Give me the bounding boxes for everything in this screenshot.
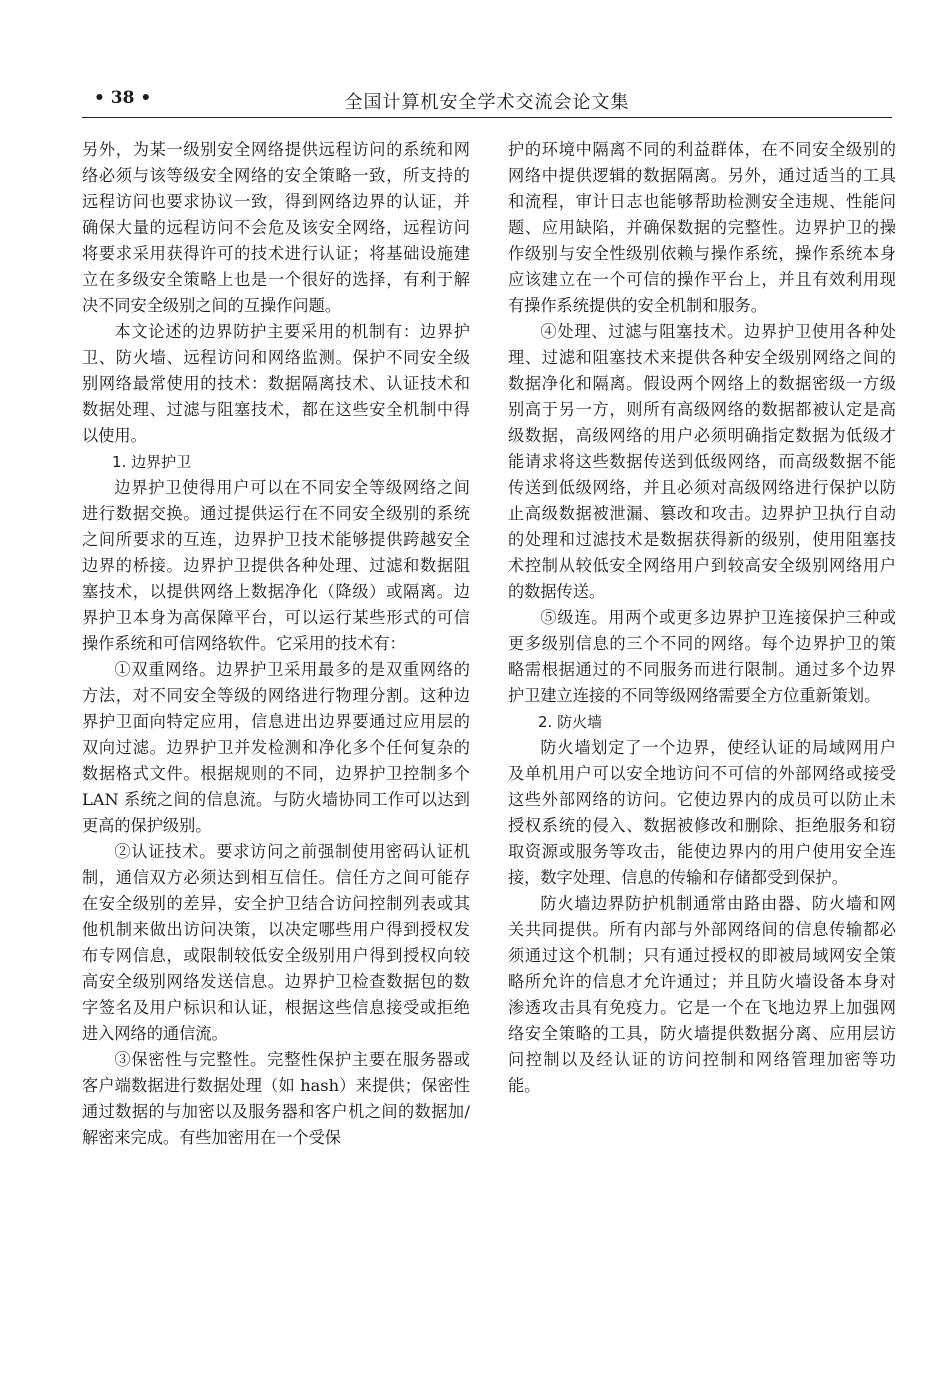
header-rule <box>82 117 892 118</box>
paragraph: ②认证技术。要求访问之前强制使用密码认证机制，通信双方必须达到相互信任。信任方之间可能存在安全级别的差异，安全护卫结合访问控制列表或其他机制来做出访问决策，以决定哪些用户得到授权发布专网信息，或限制较低安全级别用户得到授权向较高安全级别网络发送信息。边界护卫检查数据包的数字签名及用户标识和认证，根据这些信息接受或拒绝进入网络的通信流。 <box>82 842 470 1043</box>
paragraph: 边界护卫使得用户可以在不同安全等级网络之间进行数据交换。通过提供运行在不同安全级别的系统之间所要求的互连，边界护卫技术能够提供跨越安全边界的桥接。边界护卫提供各种处理、过滤和数据阻塞技术，以提供网络上数据净化（降级）或隔离。边界护卫本身为高保障平台，可以运行某些形式的可信操作系统和可信网络软件。它采用的技术有： <box>82 478 470 653</box>
paragraph: 防火墙边界防护机制通常由路由器、防火墙和网关共同提供。所有内部与外部网络间的信息传输都必须通过这个机制；只有通过授权的即被局域网安全策略所允许的信息才允许通过；并且防火墙设备本身对渗透攻击具有免疫力。它是一个在飞地边界上加强网络安全策略的工具，防火墙提供数据分离、应用层访问控制以及经认证的访问控制和网络管理加密等功能。 <box>508 894 896 1095</box>
paragraph: ④处理、过滤与阻塞技术。边界护卫使用各种处理、过滤和阻塞技术来提供各种安全级别网络之间的数据净化和隔离。假设两个网络上的数据密级一方级别高于另一方，则所有高级网络的数据都被认定是高级数据，高级网络的用户必须明确指定数据为低级才能请求将这些数据传送到低级网络，而高级数据不能传送到低级网络，并且必须对高级网络进行保护以防止高级数据被泄漏、篡改和攻击。边界护卫执行自动的处理和过滤技术是数据获得新的级别，使用阻塞技术控制从较低安全网络用户到较高安全级别网络用户的数据传送。 <box>508 322 896 601</box>
paragraph: ③保密性与完整性。完整性保护主要在服务器或客户端数据进行数据处理（如 hash）来提供；保密性通过数据的与加密以及服务器和客户机之间的数据加/解密来完成。有些加密用在一个受保 <box>82 1050 470 1147</box>
page-number: • 38 • <box>94 88 152 108</box>
paragraph: 防火墙划定了一个边界，使经认证的局域网用户及单机用户可以安全地访问不可信的外部网络或接受这些外部网络的访问。它使边界内的成员可以防止未授权系统的侵入、数据被修改和删除、拒绝服务和窃取资源或服务等攻击，能使边界内的用户使用安全连接，数字处理、信息的传输和存储都受到保护。 <box>508 738 896 887</box>
left-column <box>82 137 470 1151</box>
section-heading: 2. 防火墙 <box>538 713 603 731</box>
paragraph: ①双重网络。边界护卫采用最多的是双重网络的方法，对不同安全等级的网络进行物理分割。这种边界护卫面向特定应用，信息进出边界要通过应用层的双向过滤。边界护卫并发检测和净化多个任何复杂的数据格式文件。根据规则的不同，边界护卫控制多个 LAN 系统之间的信息流。与防火墙协同工作可以达到更高的保护级别。 <box>82 660 470 835</box>
paragraph: 护的环境中隔离不同的利益群体，在不同安全级别的网络中提供逻辑的数据隔离。另外，通过适当的工具和流程，审计日志也能够帮助检测安全违规、性能问题、应用缺陷，并确保数据的完整性。边界护卫的操作级别与安全性级别依赖与操作系统，操作系统本身应该建立在一个可信的操作平台上，并且有效利用现有操作系统提供的安全机制和服务。 <box>508 140 896 315</box>
paragraph: ⑤级连。用两个或更多边界护卫连接保护三种或更多级别信息的三个不同的网络。每个边界护卫的策略需根据通过的不同服务而进行限制。通过多个边界护卫建立连接的不同等级网络需要全方位重新策划。 <box>508 608 896 705</box>
section-heading: 1. 边界护卫 <box>112 453 192 471</box>
paragraph: 本文论述的边界防护主要采用的机制有：边界护卫、防火墙、远程访问和网络监测。保护不同安全级别网络最常使用的技术：数据隔离技术、认证技术和数据处理、过滤与阻塞技术，都在这些安全机制中得以使用。 <box>82 322 470 445</box>
paragraph: 另外，为某一级别安全网络提供远程访问的系统和网络必须与该等级安全网络的安全策略一致，所支持的远程访问也要求协议一致，得到网络边界的认证，并确保大量的远程访问不会危及该安全网络，远程访问将要求采用获得许可的技术进行认证；将基础设施建立在多级安全策略上也是一个很好的选择，有利于解决不同安全级别之间的互操作问题。 <box>82 140 470 315</box>
right-column <box>508 137 896 1099</box>
journal-title: 全国计算机安全学术交流会论文集 <box>344 92 630 113</box>
running-header <box>82 88 892 114</box>
